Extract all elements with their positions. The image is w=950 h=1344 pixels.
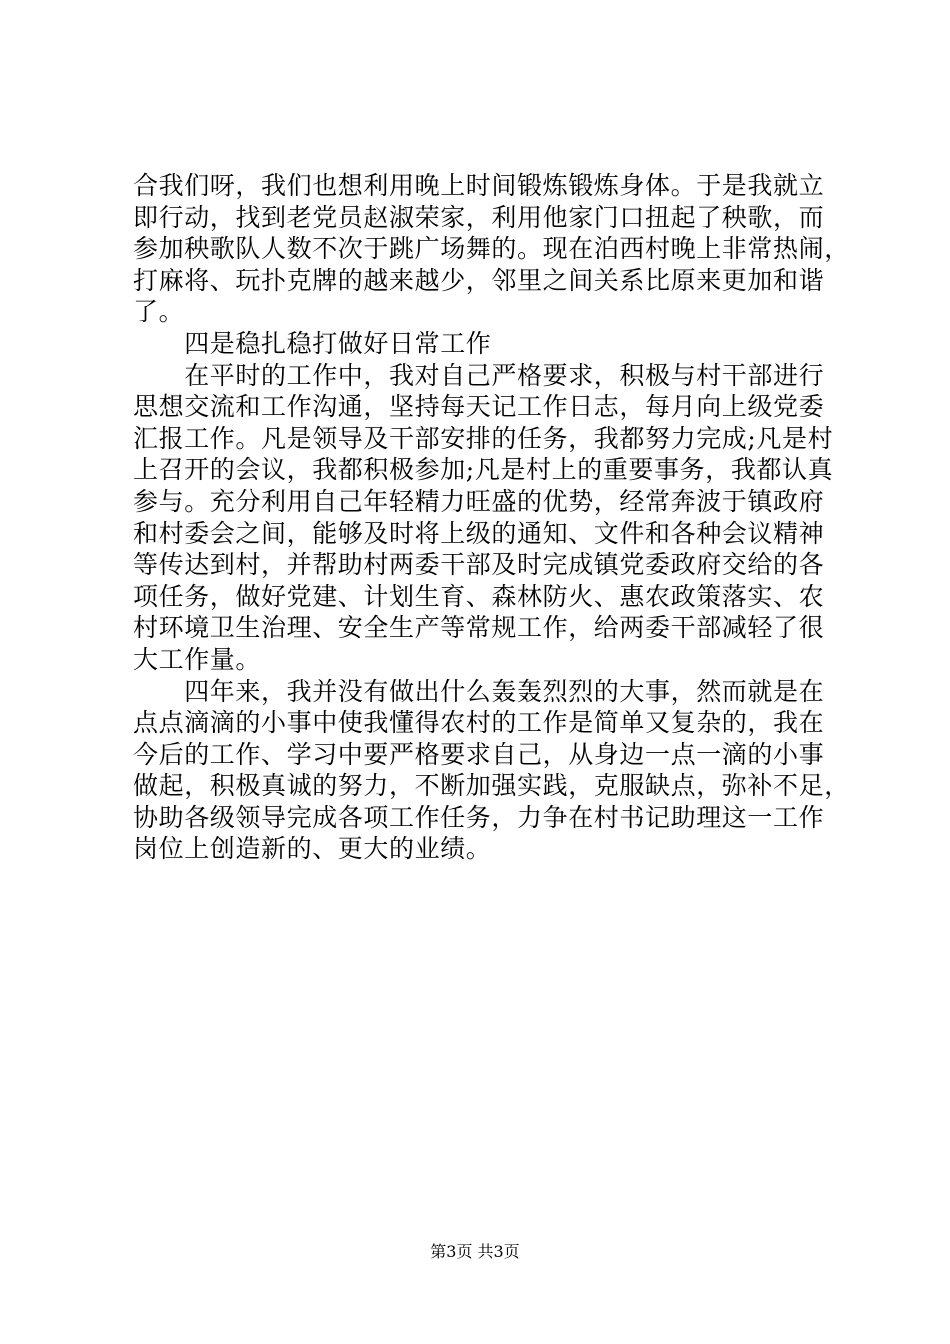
text-line: 了。 xyxy=(133,297,185,327)
text-line: 四年来，我并没有做出什么轰轰烈烈的大事，然而就是在 xyxy=(133,676,825,706)
text-line: 打麻将、玩扑克牌的越来越少，邻里之间关系比原来更加和谐 xyxy=(133,265,825,295)
page-number-footer: 第3页 共3页 xyxy=(430,1242,520,1261)
text-line: 大工作量。 xyxy=(133,644,262,674)
text-line: 项任务，做好党建、计划生育、森林防火、惠农政策落实、农 xyxy=(133,581,825,611)
text-line: 等传达到村，并帮助村两委干部及时完成镇党委政府交给的各 xyxy=(133,550,825,580)
body-text xyxy=(133,170,850,865)
text-line: 合我们呀，我们也想利用晚上时间锻炼锻炼身体。于是我就立 xyxy=(133,171,825,200)
text-line: 岗位上创造新的、更大的业绩。 xyxy=(133,834,492,864)
text-line: 汇报工作。凡是领导及干部安排的任务，我都努力完成;凡是村 xyxy=(133,423,834,453)
text-line: 上召开的会议，我都积极参加;凡是村上的重要事务，我都认真 xyxy=(133,455,834,485)
text-line: 思想交流和工作沟通，坚持每天记工作日志，每月向上级党委 xyxy=(133,392,825,422)
text-line: 即行动，找到老党员赵淑荣家，利用他家门口扭起了秧歌，而 xyxy=(133,202,825,232)
text-line: 参与。充分利用自己年轻精力旺盛的优势，经常奔波于镇政府 xyxy=(133,486,825,516)
text-line: 村环境卫生治理、安全生产等常规工作，给两委干部减轻了很 xyxy=(133,613,825,643)
text-line: 在平时的工作中，我对自己严格要求，积极与村干部进行 xyxy=(133,360,825,390)
text-line: 今后的工作、学习中要严格要求自己，从身边一点一滴的小事 xyxy=(133,739,825,769)
section-heading: 四是稳扎稳打做好日常工作 xyxy=(133,328,492,358)
text-line: 参加秧歌队人数不次于跳广场舞的。现在泊西村晚上非常热闹， xyxy=(133,234,850,264)
text-line: 做起，积极真诚的努力，不断加强实践，克服缺点，弥补不足， xyxy=(133,771,850,801)
text-line: 协助各级领导完成各项工作任务，力争在村书记助理这一工作 xyxy=(133,802,825,832)
text-line: 和村委会之间，能够及时将上级的通知、文件和各种会议精神 xyxy=(133,518,825,548)
text-line: 点点滴滴的小事中使我懂得农村的工作是简单又复杂的，我在 xyxy=(133,708,825,738)
